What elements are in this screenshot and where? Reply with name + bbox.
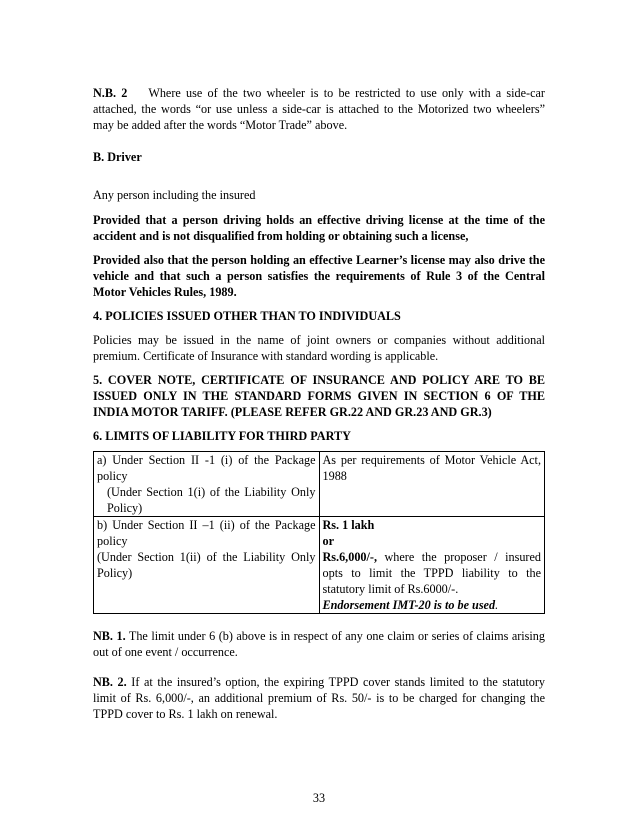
section4-text: Policies may be issued in the name of joint owners or companies without additional premium. Certificate of Insurance with standard wording is applicable.: [93, 333, 545, 363]
row-b-right-endorsement-end: .: [495, 598, 499, 612]
table-row: [94, 517, 545, 614]
nb1-label: NB. 1.: [93, 629, 126, 643]
row-b-right: [319, 517, 545, 614]
any-person-text: Any person including the insured: [93, 188, 256, 202]
proviso-2: Provided also that the person holding an effective Learner’s license may also drive the vehicle and that such a person satisfies the requirements of Rule 3 of the Central Motor Vehicles Rules, 1989.: [93, 253, 545, 299]
nb2-top-paragraph: [93, 85, 545, 133]
row-a-right: As per requirements of Motor Vehicle Act, 1988: [319, 452, 545, 517]
nb2-top-label: N.B. 2: [93, 86, 128, 100]
section4-heading: 4. POLICIES ISSUED OTHER THAN TO INDIVIDUALS: [93, 309, 401, 323]
row-a-left-line2: (Under Section 1(i) of the Liability Only Policy): [107, 485, 316, 515]
row-b-right-line4: [323, 597, 542, 613]
row-b-left-line2: (Under Section 1(ii) of the Liability Only Policy): [97, 550, 316, 580]
nb1-text: The limit under 6 (b) above is in respect of any one claim or series of claims arising out of one event / occurrence.: [93, 629, 545, 659]
row-b-right-line1: Rs. 1 lakh: [322, 518, 375, 532]
nb1-paragraph: [93, 628, 545, 660]
row-b-left-line1: b) Under Section II –1 (ii) of the Package policy: [97, 518, 316, 548]
row-b-left: [94, 517, 320, 614]
nb2-paragraph: [93, 674, 545, 722]
section6-heading: 6. LIMITS OF LIABILITY FOR THIRD PARTY: [93, 429, 351, 443]
row-b-right-text: where the proposer / insured opts to limit the TPPD liability to the statutory limit of Rs.6000/-.: [322, 550, 541, 596]
row-b-right-line3: [323, 549, 542, 597]
row-a-left: [94, 452, 320, 517]
proviso-1: Provided that a person driving holds an effective driving license at the time of the accident and is not disqualified from holding or obtaining such a license,: [93, 213, 545, 243]
nb2-text: If at the insured’s option, the expiring TPPD cover stands limited to the statutory limit of Rs. 6,000/-, an additional premium of Rs. 50/- is to be charged for changing the TPPD cover to Rs. 1 lakh on renewal.: [93, 675, 545, 721]
driver-heading: B. Driver: [93, 150, 142, 164]
liability-table: [93, 451, 545, 614]
page-number: 33: [312, 791, 326, 805]
row-b-right-line2: or: [322, 534, 335, 548]
row-b-right-amount: Rs.6,000/-,: [322, 550, 378, 564]
nb2-top-text: Where use of the two wheeler is to be restricted to use only with a side-car attached, the words “or use unless a side-car is attached to the Motorized two wheelers” may be added after the words “Motor Trade” above.: [93, 86, 545, 132]
table-row: [94, 452, 545, 517]
row-a-left-line1: a) Under Section II -1 (i) of the Package policy: [97, 453, 316, 483]
section5-heading: 5. COVER NOTE, CERTIFICATE OF INSURANCE AND POLICY ARE TO BE ISSUED ONLY IN THE STANDARD FORMS GIVEN IN SECTION 6 OF THE INDIA MOTOR TARIFF. (PLEASE REFER GR.22 AND GR.23 AND GR.3): [93, 373, 545, 419]
nb2-label: NB. 2.: [93, 675, 127, 689]
document-page: [93, 85, 545, 722]
row-b-right-endorsement: Endorsement IMT-20 is to be used: [322, 598, 496, 612]
